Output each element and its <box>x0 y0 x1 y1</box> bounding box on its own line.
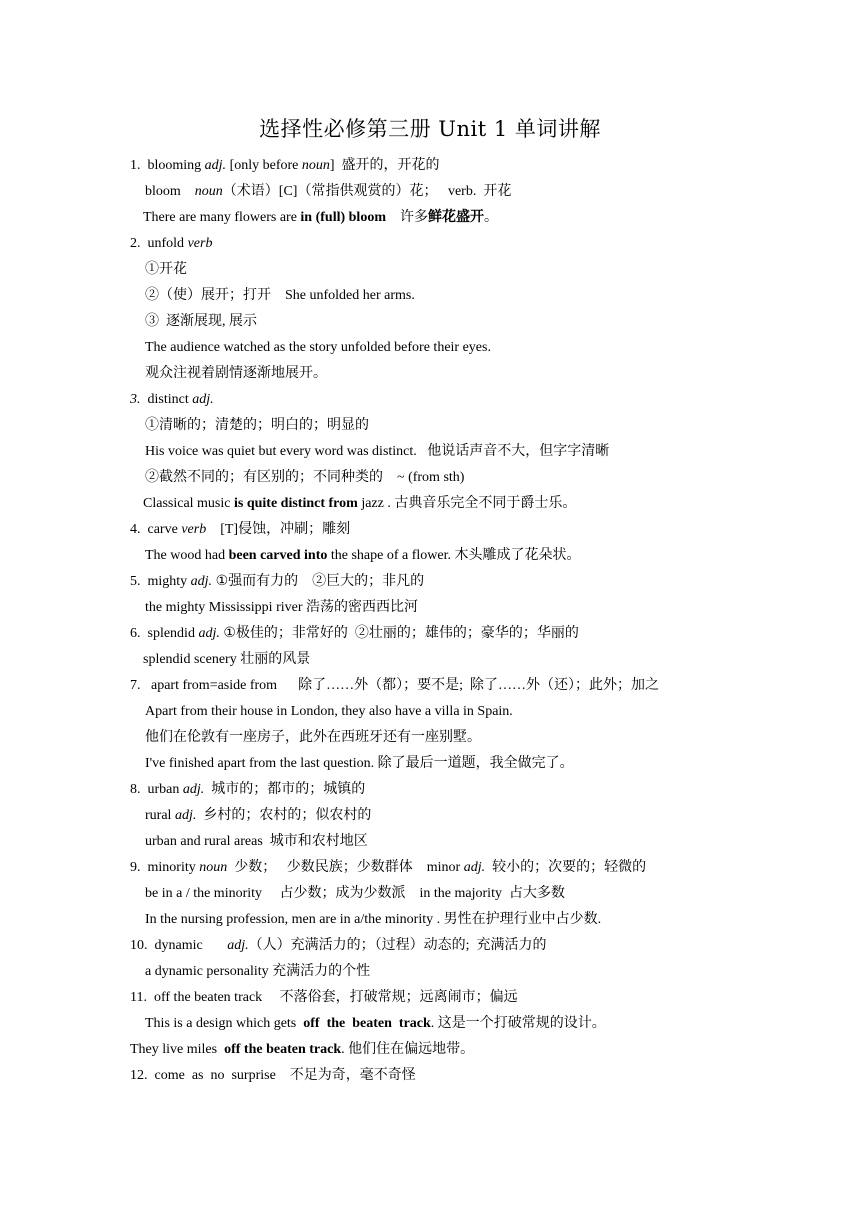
text-run: They live miles <box>130 1042 225 1057</box>
text-run: 较小的；次要的；轻微的 <box>485 860 647 875</box>
text-line <box>0 647 860 673</box>
text-line <box>0 985 860 1011</box>
italic-text: adj. <box>190 574 213 589</box>
text-run: 。 <box>484 210 498 225</box>
text-run: There are many flowers are <box>143 210 301 225</box>
italic-text: adj. <box>204 158 227 173</box>
text-run: ③ 逐渐展现, 展示 <box>145 314 257 329</box>
text-line <box>0 673 860 699</box>
text-run: 6. splendid <box>130 626 199 641</box>
text-run: 8. urban <box>130 782 183 797</box>
italic-text: verb <box>181 522 207 537</box>
text-line <box>0 387 860 413</box>
text-run: 1. blooming <box>130 158 205 173</box>
text-run: bloom <box>145 184 195 199</box>
italic-text: adj. <box>463 860 486 875</box>
text-run: The wood had <box>145 548 229 563</box>
text-line <box>0 205 860 231</box>
text-line <box>0 699 860 725</box>
text-run: 11. off the beaten track 不落俗套，打破常规；远离闹市；偏远 <box>130 990 518 1005</box>
text-line <box>0 803 860 829</box>
text-run: jazz . 古典音乐完全不同于爵士乐。 <box>357 496 577 511</box>
text-run: 5. mighty <box>130 574 191 589</box>
text-run: . 他们住在偏远地带。 <box>341 1042 475 1057</box>
italic-text: adj. <box>182 782 205 797</box>
text-line <box>0 621 860 647</box>
text-run: （人）充满活力的；（过程）动态的; 充满活力的 <box>248 938 547 953</box>
text-run: the shape of a flower. 木头雕成了花朵状。 <box>327 548 581 563</box>
text-line <box>0 491 860 517</box>
text-line <box>0 153 860 179</box>
text-line <box>0 855 860 881</box>
text-run: [only before <box>226 158 302 173</box>
text-line <box>0 231 860 257</box>
text-run: His voice was quiet but every word was distinct. 他说话声音不大，但字字清晰 <box>145 444 610 459</box>
text-run: splendid scenery 壮丽的风景 <box>143 652 311 667</box>
text-line <box>0 569 860 595</box>
text-run: 12. come as no surprise 不足为奇，毫不奇怪 <box>130 1068 416 1083</box>
text-run: 7. apart from=aside from 除了……外（都）；要不是; 除了……外（还）；此外；加之 <box>130 678 659 693</box>
text-line <box>0 413 860 439</box>
vocabulary-list <box>0 153 860 1089</box>
text-line <box>0 1037 860 1063</box>
text-line <box>0 595 860 621</box>
text-run: . 这是一个打破常规的设计。 <box>430 1016 606 1031</box>
text-run: 10. dynamic <box>130 938 228 953</box>
text-line <box>0 751 860 777</box>
text-run: ①清晰的；清楚的；明白的；明显的 <box>145 418 369 433</box>
bold-text: 鲜花盛开 <box>428 210 484 225</box>
text-line <box>0 283 860 309</box>
text-run: ①强而有力的 ②巨大的；非凡的 <box>212 574 425 589</box>
bold-text: in (full) bloom <box>300 210 386 225</box>
italic-text: 3. <box>130 392 141 407</box>
text-run: I've finished apart from the last question. 除了最后一道题，我全做完了。 <box>145 756 574 771</box>
text-line <box>0 361 860 387</box>
italic-text: adj. <box>198 626 220 641</box>
bold-text: been carved into <box>228 548 328 563</box>
text-run: 城市的；都市的；城镇的 <box>204 782 366 797</box>
text-line <box>0 335 860 361</box>
text-run: 2. unfold <box>130 236 188 251</box>
text-run: Apart from their house in London, they also have a villa in Spain. <box>145 704 513 719</box>
bold-text: off the beaten track <box>303 1016 431 1031</box>
text-run: a dynamic personality 充满活力的个性 <box>145 964 371 979</box>
text-run: （术语）[C]（常指供观赏的）花； verb. 开花 <box>222 184 512 199</box>
text-run: 他们在伦敦有一座房子，此外在西班牙还有一座别墅。 <box>145 730 481 745</box>
text-line <box>0 179 860 205</box>
text-run: rural <box>145 808 175 823</box>
text-line <box>0 439 860 465</box>
text-run: the mighty Mississippi river 浩荡的密西西比河 <box>145 600 418 615</box>
text-line <box>0 1063 860 1089</box>
italic-text: noun <box>199 860 228 875</box>
page-title: 选择性必修第三册 Unit 1 单词讲解 <box>259 117 601 141</box>
text-run: urban and rural areas 城市和农村地区 <box>145 834 368 849</box>
italic-text: noun <box>194 184 223 199</box>
text-run: 9. minority <box>130 860 200 875</box>
text-run: 观众注视着剧情逐渐地展开。 <box>145 366 327 381</box>
bold-text: is quite distinct from <box>234 496 358 511</box>
text-run: This is a design which gets <box>145 1016 304 1031</box>
text-line <box>0 257 860 283</box>
text-run: 4. carve <box>130 522 182 537</box>
text-line <box>0 517 860 543</box>
text-line <box>0 959 860 985</box>
text-line <box>0 881 860 907</box>
italic-text: adj. <box>227 938 249 953</box>
text-run: In the nursing profession, men are in a/the minority . 男性在护理行业中占少数. <box>145 912 602 927</box>
italic-text: noun <box>301 158 330 173</box>
text-run: 乡村的；农村的；似农村的 <box>196 808 372 823</box>
text-line <box>0 829 860 855</box>
bold-text: off the beaten track <box>224 1042 342 1057</box>
text-line <box>0 543 860 569</box>
text-line <box>0 465 860 491</box>
text-line <box>0 933 860 959</box>
text-line <box>0 725 860 751</box>
text-run: ①极佳的；非常好的 ②壮丽的；雄伟的；豪华的；华丽的 <box>219 626 579 641</box>
text-run: 少数； 少数民族；少数群体 minor <box>227 860 464 875</box>
text-run: ①开花 <box>145 262 187 277</box>
text-line <box>0 907 860 933</box>
text-run: 许多 <box>386 210 428 225</box>
text-run: be in a / the minority 占少数；成为少数派 in the majority 占大多数 <box>145 886 565 901</box>
text-run: distinct <box>140 392 193 407</box>
italic-text: adj. <box>192 392 214 407</box>
text-run: ②截然不同的；有区别的；不同种类的 ~ (from sth) <box>145 470 465 485</box>
italic-text: adj. <box>174 808 197 823</box>
text-run: Classical music <box>143 496 234 511</box>
text-line <box>0 1011 860 1037</box>
text-line <box>0 777 860 803</box>
text-run: The audience watched as the story unfolded before their eyes. <box>145 340 491 355</box>
text-run: ②（使）展开；打开 She unfolded her arms. <box>145 288 415 303</box>
text-run: [T]侵蚀，冲刷；雕刻 <box>206 522 351 537</box>
text-run: ] 盛开的，开花的 <box>329 158 440 173</box>
text-line <box>0 309 860 335</box>
italic-text: verb <box>187 236 213 251</box>
